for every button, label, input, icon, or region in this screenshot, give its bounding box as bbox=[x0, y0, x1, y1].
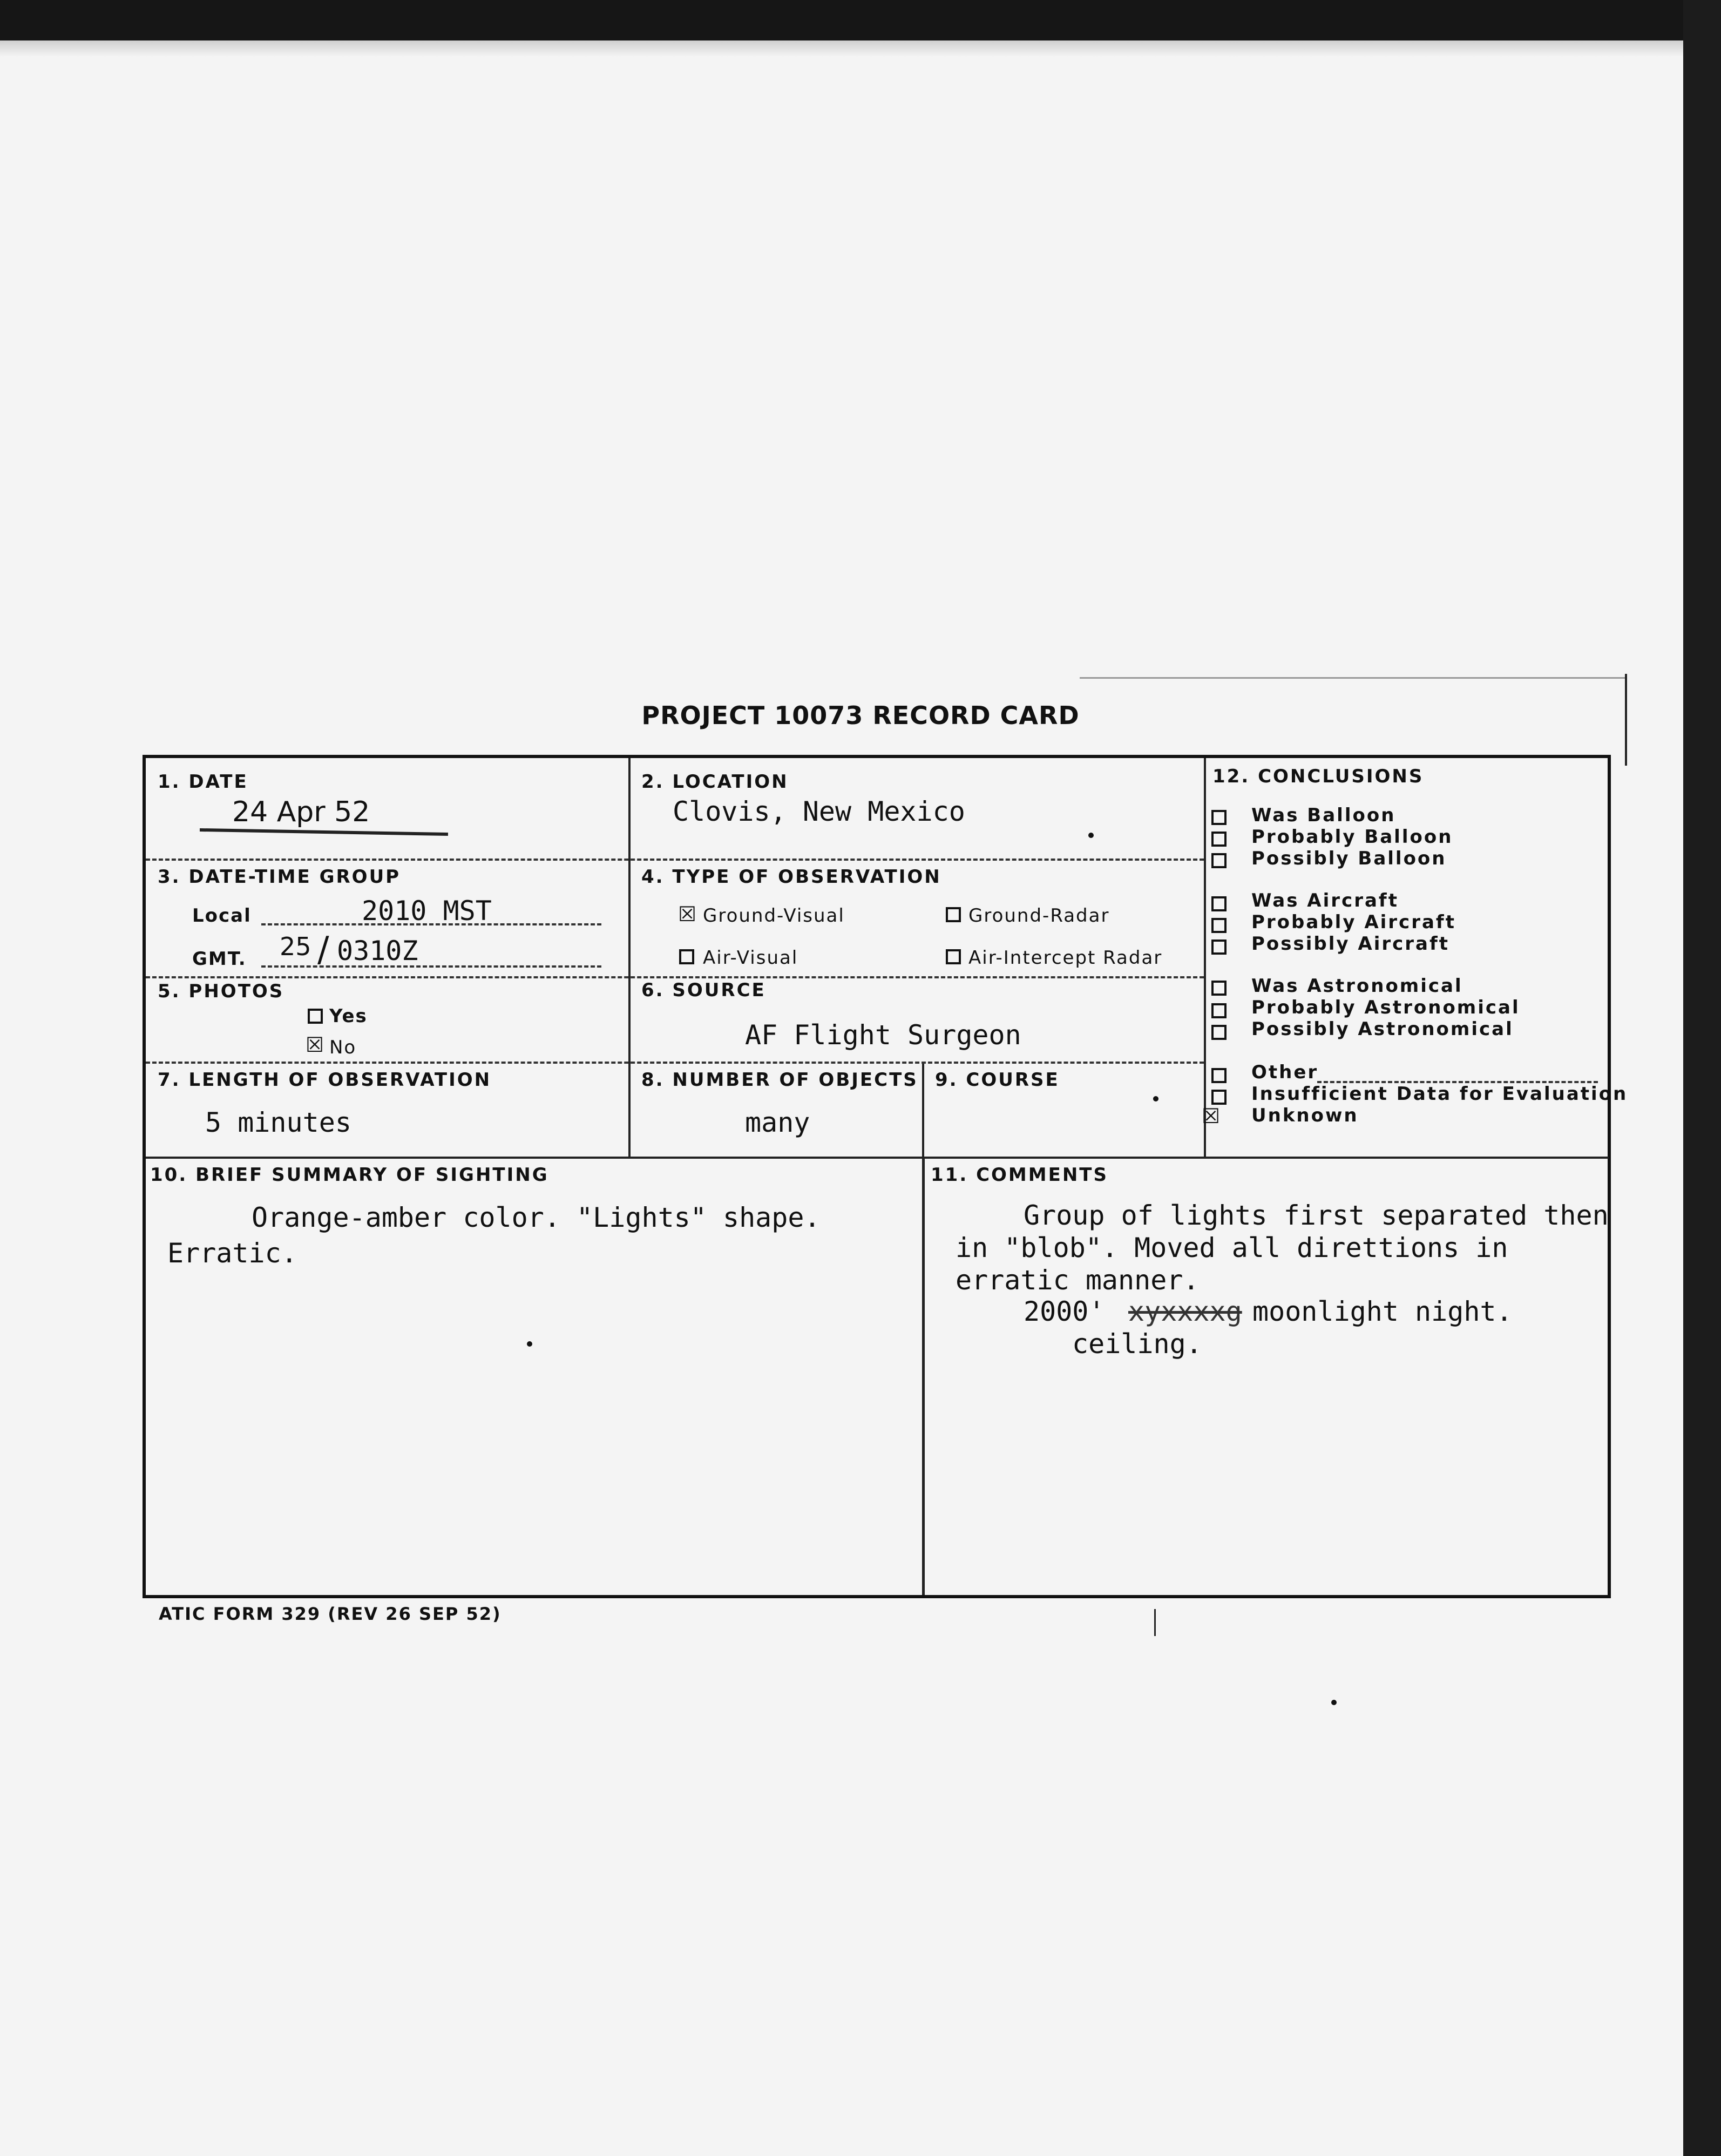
concl-possibly-aircraft: Possibly Aircraft bbox=[1251, 933, 1450, 955]
record-card bbox=[143, 755, 1611, 1598]
scan-border-right bbox=[1683, 0, 1721, 2156]
comments-line-1: Group of lights first separated then bbox=[1024, 1200, 1609, 1231]
scan-shadow bbox=[0, 40, 1683, 57]
date-underline bbox=[200, 828, 448, 836]
concl-other: Other bbox=[1251, 1062, 1319, 1083]
scan-speck bbox=[527, 1341, 532, 1347]
divider-col2 bbox=[1204, 758, 1206, 1158]
concl-probably-astronomical-checkbox[interactable] bbox=[1211, 1003, 1227, 1018]
course-label: 9. COURSE bbox=[935, 1069, 1060, 1091]
concl-was-balloon: Was Balloon bbox=[1251, 805, 1396, 826]
concl-was-astronomical-checkbox[interactable] bbox=[1211, 981, 1227, 996]
photos-label: 5. PHOTOS bbox=[158, 981, 284, 1002]
divider-row4 bbox=[146, 1157, 1609, 1159]
scan-mark bbox=[1625, 674, 1627, 766]
divider-row1 bbox=[146, 859, 1204, 861]
ground-radar-label: Ground-Radar bbox=[968, 905, 1110, 927]
scan-speck bbox=[1088, 833, 1094, 838]
concl-probably-balloon: Probably Balloon bbox=[1251, 826, 1453, 848]
concl-probably-aircraft-checkbox[interactable] bbox=[1211, 918, 1227, 933]
date-label: 1. DATE bbox=[158, 771, 248, 793]
concl-unknown: Unknown bbox=[1251, 1105, 1359, 1126]
concl-probably-aircraft: Probably Aircraft bbox=[1251, 911, 1456, 933]
comments-line-3: erratic manner. bbox=[956, 1265, 1200, 1296]
concl-other-checkbox[interactable] bbox=[1211, 1068, 1227, 1083]
concl-possibly-aircraft-checkbox[interactable] bbox=[1211, 940, 1227, 955]
scan-speck bbox=[1153, 1096, 1158, 1101]
concl-was-astronomical: Was Astronomical bbox=[1251, 975, 1463, 997]
comments-line-4: 2000' bbox=[1024, 1296, 1105, 1327]
location-label: 2. LOCATION bbox=[641, 771, 789, 793]
air-intercept-radar-checkbox[interactable] bbox=[946, 949, 961, 964]
concl-possibly-astronomical: Possibly Astronomical bbox=[1251, 1018, 1514, 1040]
concl-probably-astronomical: Probably Astronomical bbox=[1251, 997, 1520, 1018]
card-title: PROJECT 10073 RECORD CARD bbox=[641, 701, 1080, 730]
concl-was-balloon-checkbox[interactable] bbox=[1211, 810, 1227, 825]
ground-visual-label: Ground-Visual bbox=[703, 905, 845, 927]
dtg-gmt-label: GMT. bbox=[192, 948, 247, 970]
concl-possibly-astronomical-checkbox[interactable] bbox=[1211, 1025, 1227, 1040]
scan-speck bbox=[1331, 1700, 1337, 1705]
dtg-local-label: Local bbox=[192, 905, 252, 927]
obs-type-label: 4. TYPE OF OBSERVATION bbox=[641, 866, 941, 888]
summary-label: 10. BRIEF SUMMARY OF SIGHTING bbox=[150, 1164, 549, 1186]
comments-struck-word: xyxxxxg bbox=[1128, 1296, 1242, 1327]
scan-mark bbox=[1154, 1609, 1156, 1636]
concl-unknown-checkbox[interactable]: ☒ bbox=[1202, 1104, 1221, 1128]
photos-no-checkbox[interactable]: ☒ bbox=[306, 1033, 324, 1057]
dtg-gmt-value: 0310Z bbox=[337, 935, 418, 967]
comments-line-6: ceiling. bbox=[1072, 1328, 1202, 1360]
date-value: 24 Apr 52 bbox=[232, 796, 370, 828]
location-value: Clovis, New Mexico bbox=[673, 796, 965, 827]
comments-line-2: in "blob". Moved all direttions in bbox=[956, 1232, 1508, 1263]
dtg-gmt-line bbox=[261, 965, 601, 968]
concl-insufficient: Insufficient Data for Evaluation bbox=[1251, 1083, 1628, 1105]
scan-mark bbox=[1080, 677, 1625, 679]
comments-line-5: moonlight night. bbox=[1252, 1296, 1513, 1327]
divider-col1 bbox=[628, 758, 631, 1158]
dtg-gmt-slash: / bbox=[317, 930, 329, 970]
summary-line-1: Orange-amber color. "Lights" shape. bbox=[252, 1202, 821, 1233]
concl-insufficient-checkbox[interactable] bbox=[1211, 1090, 1227, 1105]
concl-was-aircraft-checkbox[interactable] bbox=[1211, 896, 1227, 911]
concl-probably-balloon-checkbox[interactable] bbox=[1211, 832, 1227, 847]
concl-possibly-balloon-checkbox[interactable] bbox=[1211, 853, 1227, 868]
conclusions-label: 12. CONCLUSIONS bbox=[1212, 766, 1424, 787]
source-value: AF Flight Surgeon bbox=[745, 1019, 1021, 1051]
objects-value: many bbox=[745, 1107, 810, 1138]
concl-possibly-balloon: Possibly Balloon bbox=[1251, 848, 1447, 869]
dtg-label: 3. DATE-TIME GROUP bbox=[158, 866, 401, 888]
air-intercept-radar-label: Air-Intercept Radar bbox=[968, 947, 1163, 969]
photos-yes-label: Yes bbox=[329, 1005, 368, 1027]
length-label: 7. LENGTH OF OBSERVATION bbox=[158, 1069, 492, 1091]
scan-border-top bbox=[0, 0, 1721, 40]
dtg-gmt-day: 25 bbox=[280, 932, 311, 961]
length-value: 5 minutes bbox=[205, 1107, 351, 1138]
divider-row3 bbox=[146, 1062, 1204, 1064]
divider-row2 bbox=[146, 976, 1204, 978]
ground-radar-checkbox[interactable] bbox=[946, 907, 961, 922]
photos-yes-checkbox[interactable] bbox=[308, 1009, 323, 1024]
divider-col8 bbox=[922, 1064, 924, 1158]
summary-line-2: Erratic. bbox=[167, 1238, 297, 1269]
form-number: ATIC FORM 329 (REV 26 SEP 52) bbox=[159, 1604, 502, 1624]
divider-bottom bbox=[922, 1158, 925, 1595]
ground-visual-checkbox[interactable]: ☒ bbox=[678, 902, 697, 926]
dtg-local-value: 2010 MST bbox=[362, 895, 492, 927]
comments-label: 11. COMMENTS bbox=[931, 1164, 1108, 1186]
concl-was-aircraft: Was Aircraft bbox=[1251, 890, 1399, 911]
photos-no-label: No bbox=[329, 1037, 357, 1058]
objects-label: 8. NUMBER OF OBJECTS bbox=[641, 1069, 918, 1091]
air-visual-checkbox[interactable] bbox=[679, 949, 694, 964]
source-label: 6. SOURCE bbox=[641, 979, 766, 1001]
air-visual-label: Air-Visual bbox=[703, 947, 798, 969]
